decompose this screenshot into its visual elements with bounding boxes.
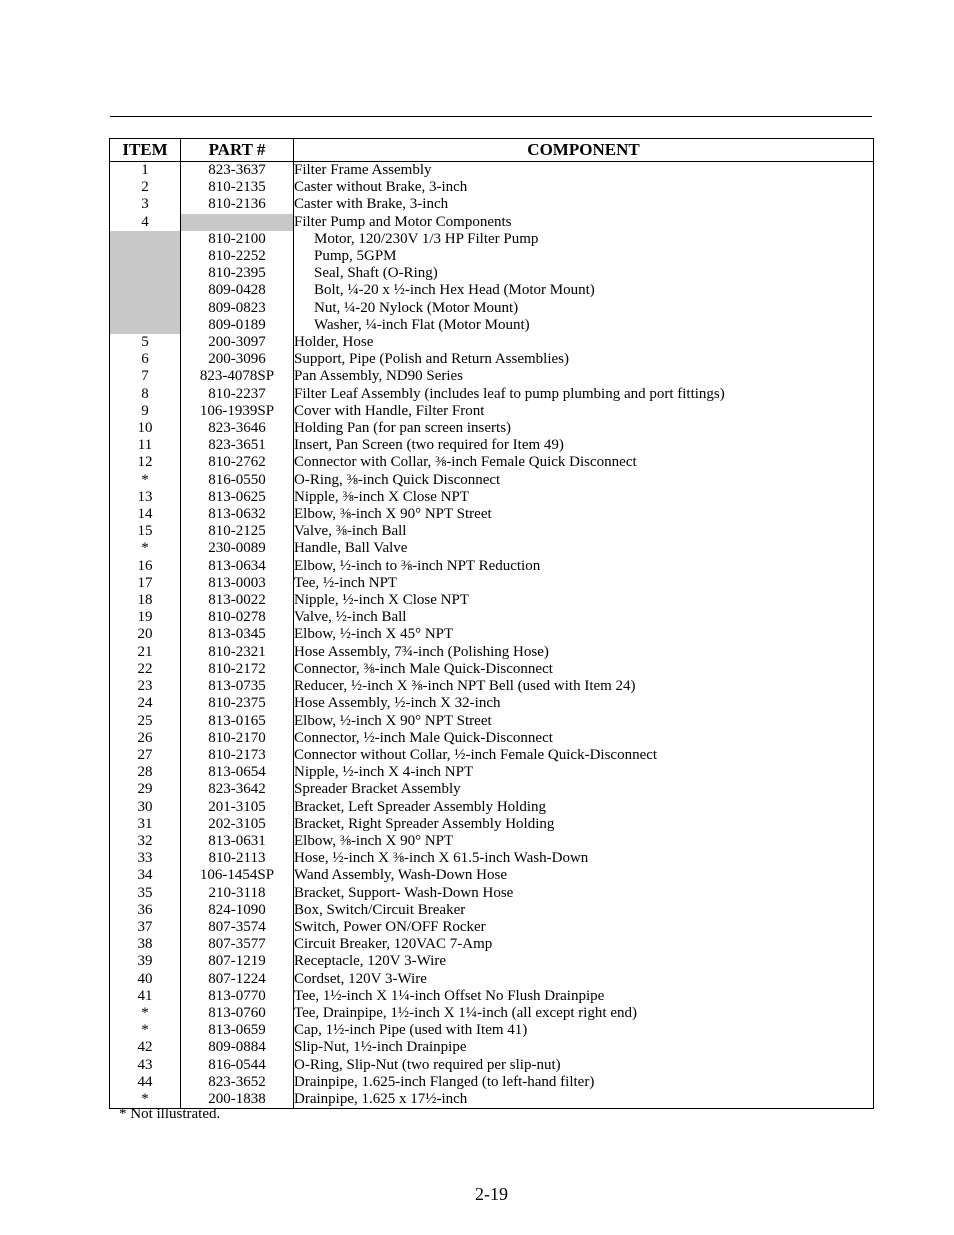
item-cell — [110, 300, 181, 317]
table-row — [110, 1022, 874, 1039]
component-cell: Cordset, 120V 3-Wire — [294, 971, 874, 988]
part-number-cell: 823-4078SP — [181, 368, 294, 385]
part-number-cell — [181, 214, 294, 231]
component-cell: Tee, 1½-inch X 1¼-inch Offset No Flush Drainpipe — [294, 988, 874, 1005]
table-row — [110, 334, 874, 351]
item-cell — [110, 231, 181, 248]
table-row — [110, 781, 874, 798]
item-cell: 1 — [110, 162, 181, 180]
item-cell: 37 — [110, 919, 181, 936]
table-row — [110, 936, 874, 953]
part-number-cell: 813-0654 — [181, 764, 294, 781]
header-rule — [110, 116, 872, 117]
table-row — [110, 368, 874, 385]
page-number: 2-19 — [475, 1184, 508, 1204]
item-cell: 17 — [110, 575, 181, 592]
part-number-cell: 813-0345 — [181, 626, 294, 643]
table-row — [110, 885, 874, 902]
item-cell — [110, 282, 181, 299]
item-cell: 16 — [110, 558, 181, 575]
table-row — [110, 1074, 874, 1091]
part-number-cell: 230-0089 — [181, 540, 294, 557]
component-cell: Hose Assembly, 7¾-inch (Polishing Hose) — [294, 644, 874, 661]
component-cell: Switch, Power ON/OFF Rocker — [294, 919, 874, 936]
part-number-cell: 810-2762 — [181, 454, 294, 471]
item-cell: 20 — [110, 626, 181, 643]
part-number-cell: 809-0884 — [181, 1039, 294, 1056]
item-cell: 22 — [110, 661, 181, 678]
table-row — [110, 988, 874, 1005]
item-cell: 13 — [110, 489, 181, 506]
item-cell: 32 — [110, 833, 181, 850]
item-cell: 9 — [110, 403, 181, 420]
table-row — [110, 403, 874, 420]
item-cell: 26 — [110, 730, 181, 747]
table-row — [110, 713, 874, 730]
component-cell: Elbow, ½-inch to ⅜-inch NPT Reduction — [294, 558, 874, 575]
item-cell: 30 — [110, 799, 181, 816]
component-cell: Pump, 5GPM — [294, 248, 874, 265]
component-cell: Connector with Collar, ⅜-inch Female Quick Disconnect — [294, 454, 874, 471]
component-cell: Receptacle, 120V 3-Wire — [294, 953, 874, 970]
part-number-cell: 810-2125 — [181, 523, 294, 540]
part-number-cell: 813-0631 — [181, 833, 294, 850]
table-row — [110, 816, 874, 833]
table-row — [110, 919, 874, 936]
item-cell — [110, 248, 181, 265]
part-number-cell: 807-1219 — [181, 953, 294, 970]
part-number-cell: 813-0770 — [181, 988, 294, 1005]
table-row — [110, 558, 874, 575]
component-cell: Handle, Ball Valve — [294, 540, 874, 557]
table-row — [110, 764, 874, 781]
table-row — [110, 386, 874, 403]
item-cell: 15 — [110, 523, 181, 540]
item-cell: 41 — [110, 988, 181, 1005]
component-cell: O-Ring, Slip-Nut (two required per slip-nut) — [294, 1057, 874, 1074]
part-number-cell: 810-2237 — [181, 386, 294, 403]
part-number-cell: 810-2136 — [181, 196, 294, 213]
item-cell: 2 — [110, 179, 181, 196]
part-number-cell: 813-0632 — [181, 506, 294, 523]
component-cell: Motor, 120/230V 1/3 HP Filter Pump — [294, 231, 874, 248]
table-row — [110, 351, 874, 368]
part-number-cell: 106-1454SP — [181, 867, 294, 884]
component-cell: Tee, Drainpipe, 1½-inch X 1¼-inch (all except right end) — [294, 1005, 874, 1022]
table-row — [110, 437, 874, 454]
item-cell: 3 — [110, 196, 181, 213]
part-number-cell: 813-0735 — [181, 678, 294, 695]
component-cell: Nut, ¼-20 Nylock (Motor Mount) — [294, 300, 874, 317]
part-number-cell: 810-2321 — [181, 644, 294, 661]
component-cell: Cap, 1½-inch Pipe (used with Item 41) — [294, 1022, 874, 1039]
item-cell: 10 — [110, 420, 181, 437]
table-row — [110, 592, 874, 609]
item-cell: 25 — [110, 713, 181, 730]
table-row — [110, 1005, 874, 1022]
column-header-part: PART # — [181, 139, 294, 162]
part-number-cell: 813-0625 — [181, 489, 294, 506]
part-number-cell: 202-3105 — [181, 816, 294, 833]
item-cell: 14 — [110, 506, 181, 523]
part-number-cell: 816-0550 — [181, 472, 294, 489]
item-cell: 31 — [110, 816, 181, 833]
part-number-cell: 810-0278 — [181, 609, 294, 626]
part-number-cell: 810-2252 — [181, 248, 294, 265]
table-row — [110, 248, 874, 265]
component-cell: Holder, Hose — [294, 334, 874, 351]
component-cell: Elbow, ⅜-inch X 90° NPT — [294, 833, 874, 850]
table-row — [110, 850, 874, 867]
part-number-cell: 809-0428 — [181, 282, 294, 299]
part-number-cell: 200-3096 — [181, 351, 294, 368]
item-cell: * — [110, 1005, 181, 1022]
table-row — [110, 1039, 874, 1056]
component-cell: Bolt, ¼-20 x ½-inch Hex Head (Motor Mount) — [294, 282, 874, 299]
component-cell: Connector without Collar, ½-inch Female Quick-Disconnect — [294, 747, 874, 764]
item-cell: 38 — [110, 936, 181, 953]
item-cell: 43 — [110, 1057, 181, 1074]
item-cell: 28 — [110, 764, 181, 781]
item-cell: 44 — [110, 1074, 181, 1091]
part-number-cell: 810-2172 — [181, 661, 294, 678]
component-cell: Support, Pipe (Polish and Return Assemblies) — [294, 351, 874, 368]
part-number-cell: 810-2395 — [181, 265, 294, 282]
table-row — [110, 162, 874, 180]
item-cell: 6 — [110, 351, 181, 368]
table-row — [110, 300, 874, 317]
table-row — [110, 489, 874, 506]
item-cell: 24 — [110, 695, 181, 712]
component-cell: Elbow, ½-inch X 90° NPT Street — [294, 713, 874, 730]
part-number-cell: 813-0003 — [181, 575, 294, 592]
part-number-cell: 807-3574 — [181, 919, 294, 936]
part-number-cell: 823-3646 — [181, 420, 294, 437]
part-number-cell: 823-3642 — [181, 781, 294, 798]
item-cell: 23 — [110, 678, 181, 695]
table-row — [110, 265, 874, 282]
component-cell: Connector, ½-inch Male Quick-Disconnect — [294, 730, 874, 747]
component-cell: Bracket, Support- Wash-Down Hose — [294, 885, 874, 902]
item-cell: 12 — [110, 454, 181, 471]
component-cell: Spreader Bracket Assembly — [294, 781, 874, 798]
part-number-cell: 823-3637 — [181, 162, 294, 180]
table-row — [110, 678, 874, 695]
part-number-cell: 810-2113 — [181, 850, 294, 867]
table-row — [110, 747, 874, 764]
component-cell: Hose Assembly, ½-inch X 32-inch — [294, 695, 874, 712]
part-number-cell: 809-0189 — [181, 317, 294, 334]
part-number-cell: 210-3118 — [181, 885, 294, 902]
item-cell: 21 — [110, 644, 181, 661]
item-cell: 27 — [110, 747, 181, 764]
item-cell — [110, 317, 181, 334]
component-cell: Nipple, ⅜-inch X Close NPT — [294, 489, 874, 506]
part-number-cell: 810-2100 — [181, 231, 294, 248]
item-cell: 42 — [110, 1039, 181, 1056]
part-number-cell: 106-1939SP — [181, 403, 294, 420]
item-cell: * — [110, 1022, 181, 1039]
component-cell: Circuit Breaker, 120VAC 7-Amp — [294, 936, 874, 953]
component-cell: Nipple, ½-inch X 4-inch NPT — [294, 764, 874, 781]
component-cell: Box, Switch/Circuit Breaker — [294, 902, 874, 919]
item-cell: 19 — [110, 609, 181, 626]
table-row — [110, 833, 874, 850]
parts-table — [109, 138, 874, 1109]
table-row — [110, 420, 874, 437]
component-cell: Drainpipe, 1.625 x 17½-inch — [294, 1091, 874, 1109]
component-cell: Washer, ¼-inch Flat (Motor Mount) — [294, 317, 874, 334]
component-cell: Bracket, Right Spreader Assembly Holding — [294, 816, 874, 833]
component-cell: Reducer, ½-inch X ⅜-inch NPT Bell (used with Item 24) — [294, 678, 874, 695]
part-number-cell: 807-1224 — [181, 971, 294, 988]
table-row — [110, 231, 874, 248]
part-number-cell: 823-3651 — [181, 437, 294, 454]
part-number-cell: 200-1838 — [181, 1091, 294, 1109]
table-body — [110, 162, 874, 1109]
component-cell: Pan Assembly, ND90 Series — [294, 368, 874, 385]
item-cell: 29 — [110, 781, 181, 798]
table-row — [110, 472, 874, 489]
footnote: * Not illustrated. — [119, 1106, 221, 1122]
part-number-cell: 810-2375 — [181, 695, 294, 712]
component-cell: Hose, ½-inch X ⅜-inch X 61.5-inch Wash-Down — [294, 850, 874, 867]
component-cell: Caster with Brake, 3-inch — [294, 196, 874, 213]
part-number-cell: 813-0022 — [181, 592, 294, 609]
component-cell: Insert, Pan Screen (two required for Item 49) — [294, 437, 874, 454]
item-cell: 4 — [110, 214, 181, 231]
item-cell: 8 — [110, 386, 181, 403]
table-row — [110, 867, 874, 884]
table-row — [110, 214, 874, 231]
table-row — [110, 609, 874, 626]
item-cell: * — [110, 472, 181, 489]
component-cell: Valve, ⅜-inch Ball — [294, 523, 874, 540]
part-number-cell: 813-0634 — [181, 558, 294, 575]
component-cell: Valve, ½-inch Ball — [294, 609, 874, 626]
component-cell: Wand Assembly, Wash-Down Hose — [294, 867, 874, 884]
item-cell: 40 — [110, 971, 181, 988]
part-number-cell: 824-1090 — [181, 902, 294, 919]
part-number-cell: 823-3652 — [181, 1074, 294, 1091]
table-row — [110, 575, 874, 592]
table-row — [110, 661, 874, 678]
component-cell: Caster without Brake, 3-inch — [294, 179, 874, 196]
part-number-cell: 813-0165 — [181, 713, 294, 730]
component-cell: Filter Leaf Assembly (includes leaf to pump plumbing and port fittings) — [294, 386, 874, 403]
part-number-cell: 810-2173 — [181, 747, 294, 764]
component-cell: O-Ring, ⅜-inch Quick Disconnect — [294, 472, 874, 489]
item-cell: * — [110, 540, 181, 557]
component-cell: Filter Pump and Motor Components — [294, 214, 874, 231]
table-row — [110, 317, 874, 334]
component-cell: Elbow, ½-inch X 45° NPT — [294, 626, 874, 643]
component-cell: Filter Frame Assembly — [294, 162, 874, 180]
table-row — [110, 902, 874, 919]
table-row — [110, 1091, 874, 1109]
component-cell: Bracket, Left Spreader Assembly Holding — [294, 799, 874, 816]
part-number-cell: 807-3577 — [181, 936, 294, 953]
table-row — [110, 540, 874, 557]
item-cell — [110, 265, 181, 282]
component-cell: Nipple, ½-inch X Close NPT — [294, 592, 874, 609]
table-row — [110, 695, 874, 712]
component-cell: Drainpipe, 1.625-inch Flanged (to left-hand filter) — [294, 1074, 874, 1091]
table-row — [110, 626, 874, 643]
table-row — [110, 282, 874, 299]
column-header-component: COMPONENT — [294, 139, 874, 162]
table-row — [110, 454, 874, 471]
part-number-cell: 809-0823 — [181, 300, 294, 317]
table-row — [110, 971, 874, 988]
item-cell: 11 — [110, 437, 181, 454]
component-cell: Tee, ½-inch NPT — [294, 575, 874, 592]
table-row — [110, 523, 874, 540]
component-cell: Slip-Nut, 1½-inch Drainpipe — [294, 1039, 874, 1056]
table-row — [110, 1057, 874, 1074]
item-cell: 7 — [110, 368, 181, 385]
table-row — [110, 179, 874, 196]
item-cell: 34 — [110, 867, 181, 884]
table-row — [110, 644, 874, 661]
part-number-cell: 813-0760 — [181, 1005, 294, 1022]
item-cell: 39 — [110, 953, 181, 970]
part-number-cell: 201-3105 — [181, 799, 294, 816]
table-row — [110, 953, 874, 970]
item-cell: 18 — [110, 592, 181, 609]
component-cell: Cover with Handle, Filter Front — [294, 403, 874, 420]
part-number-cell: 810-2135 — [181, 179, 294, 196]
item-cell: * — [110, 1091, 181, 1109]
component-cell: Holding Pan (for pan screen inserts) — [294, 420, 874, 437]
part-number-cell: 810-2170 — [181, 730, 294, 747]
part-number-cell: 816-0544 — [181, 1057, 294, 1074]
component-cell: Connector, ⅜-inch Male Quick-Disconnect — [294, 661, 874, 678]
column-header-item: ITEM — [110, 139, 181, 162]
table-header-row — [110, 139, 874, 162]
item-cell: 36 — [110, 902, 181, 919]
table-row — [110, 196, 874, 213]
table-row — [110, 799, 874, 816]
part-number-cell: 200-3097 — [181, 334, 294, 351]
component-cell: Elbow, ⅜-inch X 90° NPT Street — [294, 506, 874, 523]
item-cell: 33 — [110, 850, 181, 867]
item-cell: 35 — [110, 885, 181, 902]
table-row — [110, 730, 874, 747]
part-number-cell: 813-0659 — [181, 1022, 294, 1039]
item-cell: 5 — [110, 334, 181, 351]
table-row — [110, 506, 874, 523]
component-cell: Seal, Shaft (O-Ring) — [294, 265, 874, 282]
